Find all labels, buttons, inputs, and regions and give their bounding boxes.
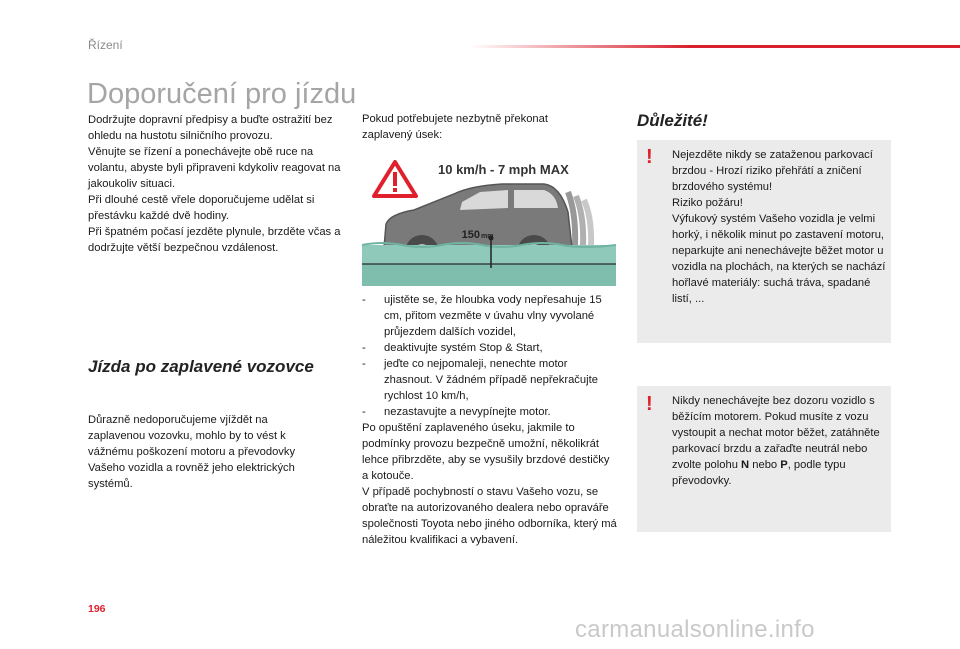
flood-paragraph: Důrazně nedoporučujeme vjíždět na zaplavenou vozovku, mohlo by to vést k vážnému poškození motoru a převodovky Vašeho vozidla a rovněž jeho elektrických systémů. (88, 414, 296, 490)
list-item: - deaktivujte systém Stop & Start, (362, 340, 618, 356)
section-label: Řízení (88, 38, 123, 52)
depth-value: 150 (461, 229, 480, 241)
flood-illustration (362, 152, 616, 286)
important-heading: Důležité! (637, 111, 708, 130)
svg-text:150 (462, 229, 480, 241)
gear-n-label: N (741, 459, 750, 471)
warning-triangle-icon (374, 162, 416, 196)
flood-subheading: Jízda po zaplavené vozovce (88, 357, 314, 376)
page-title: Doporučení pro jízdu (87, 78, 357, 110)
header-accent-line (470, 45, 960, 48)
depth-unit: mm (481, 233, 494, 240)
page-number: 196 (88, 603, 106, 615)
flood-intro: Pokud potřebujete nezbytně překonat zaplavený úsek: (362, 113, 548, 141)
exclamation-icon: ! (646, 146, 653, 168)
warning-text-1: Nejezděte nikdy se zataženou parkovací brzdou - Hrozí riziko přehřátí a zničení brzdového systému! Riziko požáru! Výfukový systém Vašeho vozidla je velmi horký, i několik minut po zastavení motoru, neparkujte ani nenechávejte běžet motor u vozidla na plochách, na kterých se nachází hořlavé materiály: suchá tráva, spadané listí, ... (672, 149, 886, 305)
list-item: - nezastavujte a nevypínejte motor. (362, 404, 618, 420)
after-flood-paragraph: Po opuštění zaplaveného úseku, jakmile to podmínky provozu bezpečně umožní, několikrát lehce přibrzděte, aby se vysušily brzdové destičky a kotouče. V případě pochybností o stavu Vašeho vozu, se obraťte na autorizovaného dealera nebo opraváře společnosti Toyota nebo jiného odborníka, který má náležitou kvalifikaci a vybavení. (362, 422, 617, 546)
exclamation-icon: ! (646, 393, 653, 415)
gear-p-label: P (780, 459, 788, 471)
warning-text-segment: nebo (749, 459, 781, 471)
warning-text-segment: , podle typu převodovky. (672, 459, 846, 487)
list-item: - jeďte co nejpomaleji, nenechte motor zhasnout. V žádném případě nepřekračujte rychlost 10 km/h, (362, 356, 618, 404)
list-item: - ujistěte se, že hloubka vody nepřesahuje 15 cm, přitom vezměte v úvahu vlny vyvolané průjezdem dalších vozidel, (362, 292, 618, 340)
intro-paragraph: Dodržujte dopravní předpisy a buďte ostražití bez ohledu na hustotu silničního provozu. Věnujte se řízení a ponechávejte obě ruce na volantu, abyste byli připraveni kdykoliv reagovat na jakoukoliv situaci. Při dlouhé cestě vřele doporučujeme udělat si přestávku každé dvě hodiny. Při špatném počasí jezděte plynule, brzděte včas a dodržujte větší bezpečnou vzdálenost. (88, 114, 341, 254)
warning-text-2 (672, 393, 886, 489)
warning-text-segment: Nikdy nenechávejte bez dozoru vozidlo s běžícím motorem. Pokud musíte z vozu vystoupit a nechat motor běžet, zatáhněte parkovací brzdu a zařaďte neutrál nebo zvolte polohu (672, 395, 880, 471)
watermark: carmanualsonline.info (575, 616, 815, 643)
instruction-list-block (362, 292, 618, 548)
speed-limit-label: 10 km/h - 7 mph MAX (438, 162, 569, 177)
